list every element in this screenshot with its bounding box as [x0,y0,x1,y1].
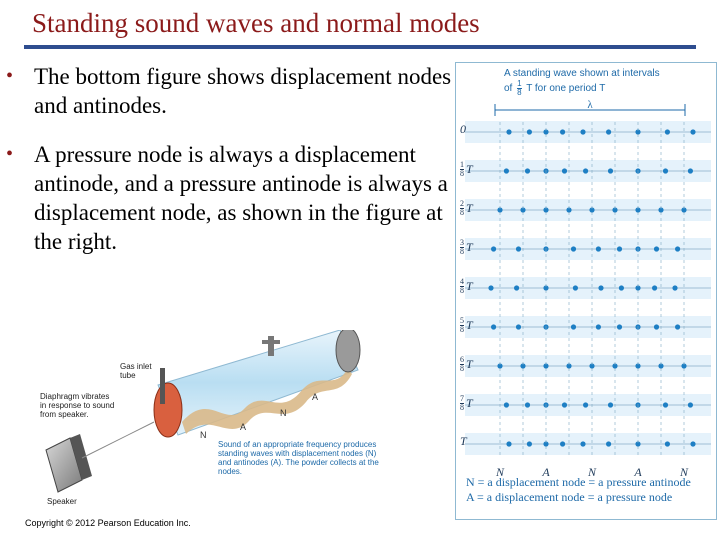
time-label [460,161,473,178]
air-particle [506,441,511,446]
copyright-text: Copyright © 2012 Pearson Education Inc. [25,518,191,528]
air-particle [690,441,695,446]
time-suffix: T [466,162,473,176]
air-particle [583,168,588,173]
air-particle [663,402,668,407]
air-particle [560,441,565,446]
time-label [460,278,473,295]
air-particle [598,285,603,290]
air-particle [608,168,613,173]
air-particle [573,285,578,290]
air-particle [688,168,693,173]
fraction-numerator: 6 [460,355,464,364]
fraction-denominator: 8 [460,325,464,334]
time-fraction [460,356,464,373]
node-antinode-label: N [679,465,689,478]
time-label: T [460,434,467,448]
time-suffix: T [466,318,473,332]
air-particle [491,246,496,251]
air-particle [527,441,532,446]
fraction-numerator: 4 [460,277,464,286]
time-label [460,356,473,373]
air-particle [596,246,601,251]
fraction-denominator: 8 [460,286,464,295]
legend-a: A = a displacement node = a pressure node [466,490,673,504]
time-suffix: T [466,357,473,371]
air-particle [488,285,493,290]
time-label [460,239,473,256]
air-particle [619,285,624,290]
air-particle [654,324,659,329]
diaphragm-label: Diaphragm vibrates in response to sound from speaker. [40,392,115,419]
air-particle [654,246,659,251]
time-fraction [460,200,464,217]
air-particle [665,441,670,446]
air-particle [571,324,576,329]
air-particle [571,246,576,251]
air-particle [514,285,519,290]
fraction-numerator: 5 [460,316,464,325]
speaker-cable [82,422,154,458]
tube-end-cap [336,330,360,372]
air-particle [504,402,509,407]
air-particle [580,129,585,134]
tube-caption: Sound of an appropriate frequency produces standing waves with displacement nodes (N) and antinodes (A). The powder collects at the nodes. [218,440,379,476]
gas-valve [268,336,274,356]
time-label [460,317,473,334]
air-particle [608,402,613,407]
air-particle [675,324,680,329]
fraction-denominator: 8 [460,208,464,217]
fraction-numerator: 1 [460,160,464,169]
fraction-denominator: 8 [460,169,464,178]
air-particle [617,324,622,329]
standing-wave-caption-2 [504,80,605,97]
time-label: 0 [460,122,466,136]
air-particle [596,324,601,329]
air-particle [562,402,567,407]
air-particle [580,441,585,446]
fraction-denominator: 8 [517,88,522,97]
bullet-text: The bottom figure shows displacement nodes and antinodes. [34,64,452,118]
standing-wave-rows [455,98,717,478]
air-particle [525,402,530,407]
gas-inlet-label: Gas inlet tube [120,362,152,380]
time-label [460,200,473,217]
speaker-label: Speaker [47,497,77,506]
bullet-item [6,62,456,122]
air-particle [516,324,521,329]
node-antinode-label: A [542,465,550,478]
air-particle [672,285,677,290]
air-particle [617,246,622,251]
air-particle [506,129,511,134]
gas-valve-handle [262,340,280,344]
caption-suffix: T for one period T [526,83,606,95]
bullet-item [6,140,456,260]
legend-n: N = a displacement node = a pressure antinode [466,475,691,489]
node-antinode-label: N [495,465,505,478]
fraction-numerator: 1 [517,79,522,88]
air-particle [583,402,588,407]
time-suffix: T [466,201,473,215]
time-suffix: T [466,279,473,293]
tube-node-label: N [280,408,287,418]
fraction-numerator: 3 [460,238,464,247]
air-particle [665,129,670,134]
time-fraction [460,317,464,334]
time-fraction [460,278,464,295]
air-particle [491,324,496,329]
air-particle [675,246,680,251]
bullet-text: A pressure node is always a displacement antinode, and a pressure antinode is always a displacement node, as shown in the figure at the right. [34,142,448,254]
title-underline [24,45,696,49]
tube-antinode-label: A [240,422,247,432]
tube-node-label: N [200,430,207,440]
bullet-marker: • [6,65,14,87]
air-particle [652,285,657,290]
air-particle [562,168,567,173]
fraction-denominator: 8 [460,247,464,256]
wavelength-label: λ [587,99,593,111]
time-fraction [460,161,464,178]
time-fraction [460,395,464,412]
bullet-marker: • [6,143,14,165]
time-suffix: T [466,396,473,410]
fraction-denominator: 8 [460,364,464,373]
fraction-numerator: 7 [460,394,464,403]
node-antinode-label: A [634,465,642,478]
air-particle [516,246,521,251]
air-particle [688,402,693,407]
time-suffix: T [466,240,473,254]
caption-fraction [517,80,521,97]
air-particle [504,168,509,173]
air-particle [527,129,532,134]
diaphragm [154,383,182,437]
tube-antinode-label: A [312,392,319,402]
air-particle [606,441,611,446]
node-antinode-label: N [587,465,597,478]
air-particle [560,129,565,134]
slide-title: Standing sound waves and normal modes [32,8,480,38]
standing-wave-caption-1: A standing wave shown at intervals [504,68,660,79]
air-particle [606,129,611,134]
kundt-tube-illustration [40,330,390,510]
air-particle [525,168,530,173]
air-particle [690,129,695,134]
caption-prefix: of [504,83,513,95]
fraction-denominator: 8 [460,403,464,412]
fraction-numerator: 2 [460,199,464,208]
time-fraction [460,239,464,256]
time-label [460,395,473,412]
air-particle [663,168,668,173]
